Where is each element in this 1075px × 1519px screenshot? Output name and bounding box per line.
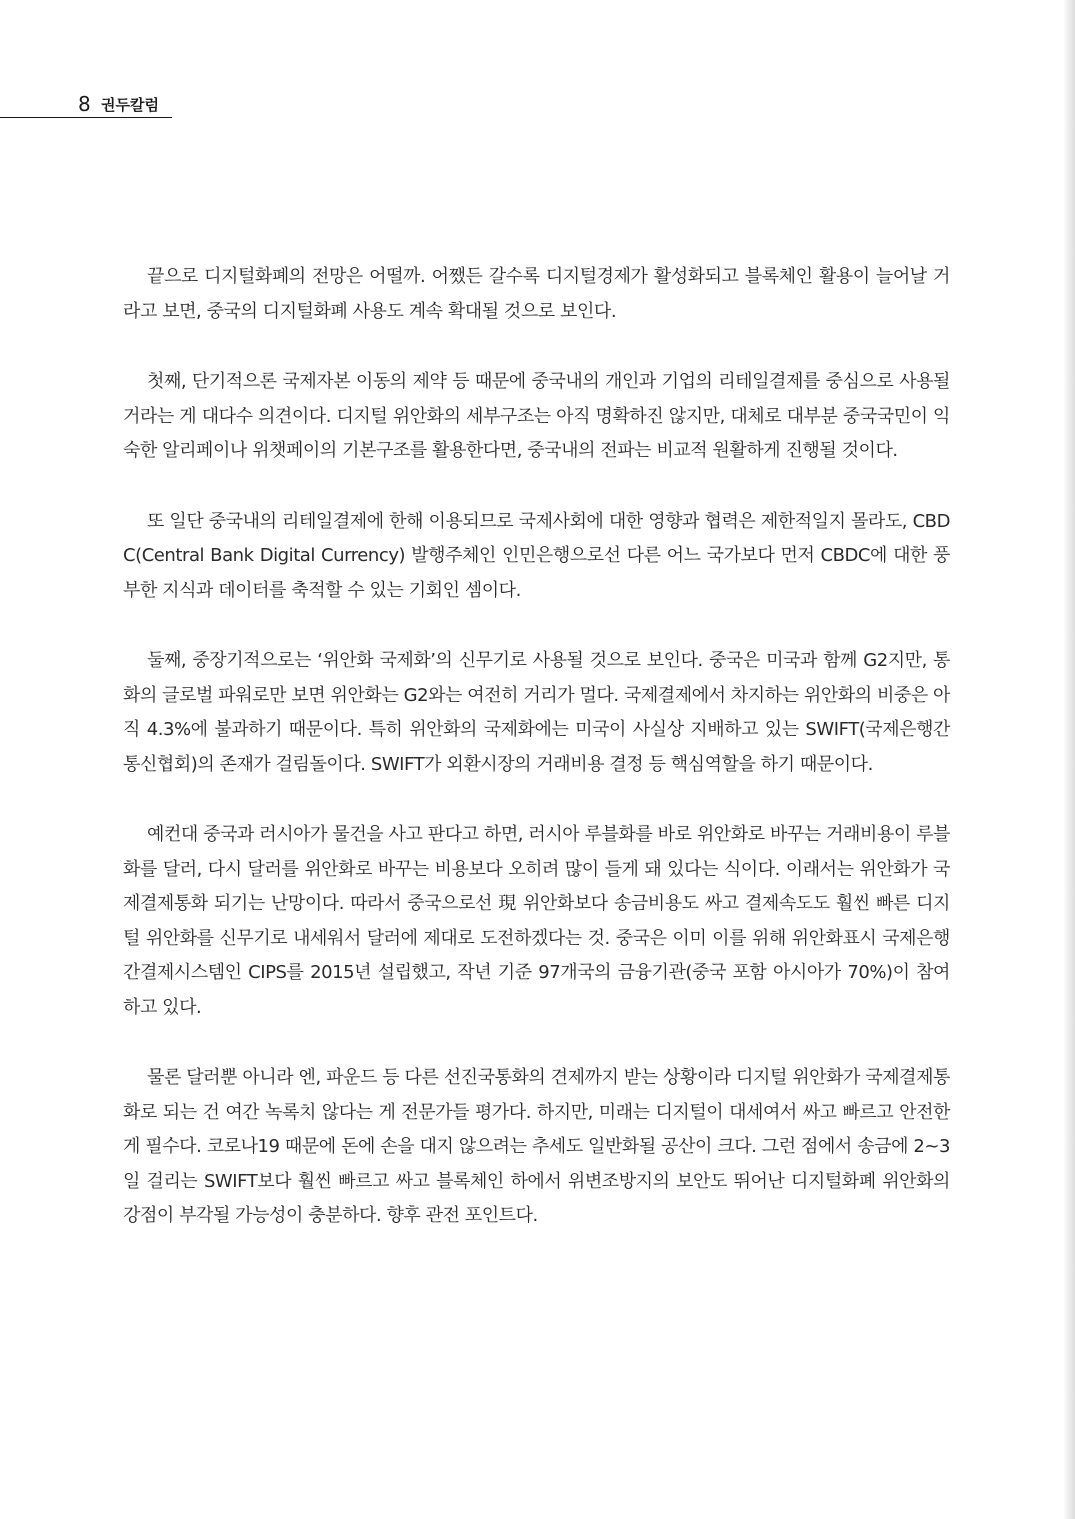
page-number: 8 — [78, 92, 91, 116]
paragraph-4: 둘째, 중장기적으로는 ‘위안화 국제화’의 신무기로 사용될 것으로 보인다. 중국은 미국과 함께 G2지만, 통화의 글로벌 파워로만 보면 위안화는 G2와는 여전히 거리가 멀다. 국제결제에서 차지하는 위안화의 비중은 아직 4.3%에 불과하기 때문이다. 특히 위안화의 국제화에는 미국이 사실상 지배하고 있는 SWIFT(국제은행간통신협회)의 존재가 걸림돌이다. SWIFT가 외환시장의 거래비용 결정 등 핵심역할을 하기 때문이다. — [123, 650, 950, 775]
page-edge-shadow — [1063, 0, 1075, 1519]
article-body — [123, 260, 950, 1270]
paragraph-6: 물론 달러뿐 아니라 엔, 파운드 등 다른 선진국통화의 견제까지 받는 상황이라 디지털 위안화가 국제결제통화로 되는 건 여간 녹록치 않다는 게 전문가들 평가다. 하지만, 미래는 디지털이 대세여서 싸고 빠르고 안전한 게 필수다. 코로나19 때문에 돈에 손을 대지 않으려는 추세도 일반화될 공산이 크다. 그런 점에서 송금에 2~3일 걸리는 SWIFT보다 훨씬 빠르고 싸고 블록체인 하에서 위변조방지의 보안도 뛰어난 디지털화폐 위안화의 강점이 부각될 가능성이 충분하다. 향후 관전 포인트다. — [123, 1067, 950, 1226]
paragraph-5: 예컨대 중국과 러시아가 물건을 사고 판다고 하면, 러시아 루블화를 바로 위안화로 바꾸는 거래비용이 루블화를 달러, 다시 달러를 위안화로 바꾸는 비용보다 오히려 많이 들게 돼 있다는 식이다. 이래서는 위안화가 국제결제통화 되기는 난망이다. 따라서 중국으로선 現 위안화보다 송금비용도 싸고 결제속도도 훨씬 빠른 디지털 위안화를 신무기로 내세워서 달러에 제대로 도전하겠다는 것. 중국은 이미 이를 위해 위안화표시 국제은행간결제시스템인 CIPS를 2015년 설립했고, 작년 기준 97개국의 금융기관(중국 포함 아시아가 70%)이 참여하고 있다. — [123, 824, 950, 1018]
paragraph-1: 끝으로 디지털화폐의 전망은 어떨까. 어쨌든 갈수록 디지털경제가 활성화되고 블록체인 활용이 늘어날 거라고 보면, 중국의 디지털화폐 사용도 계속 확대될 것으로 보인다. — [123, 266, 950, 322]
page-header — [0, 92, 172, 120]
header-rule — [0, 117, 172, 118]
column-title: 권두칼럼 — [101, 96, 159, 114]
paragraph-3: 또 일단 중국내의 리테일결제에 한해 이용되므로 국제사회에 대한 영향과 협력은 제한적일지 몰라도, CBDC(Central Bank Digital Currency) 발행주체인 인민은행으로선 다른 어느 국가보다 먼저 CBDC에 대한 풍부한 지식과 데이터를 축적할 수 있는 기회인 셈이다. — [123, 510, 950, 601]
paragraph-2: 첫째, 단기적으론 국제자본 이동의 제약 등 때문에 중국내의 개인과 기업의 리테일결제를 중심으로 사용될 거라는 게 대다수 의견이다. 디지털 위안화의 세부구조는 아직 명확하진 않지만, 대체로 대부분 중국국민이 익숙한 알리페이나 위챗페이의 기본구조를 활용한다면, 중국내의 전파는 비교적 원활하게 진행될 것이다. — [123, 371, 950, 461]
